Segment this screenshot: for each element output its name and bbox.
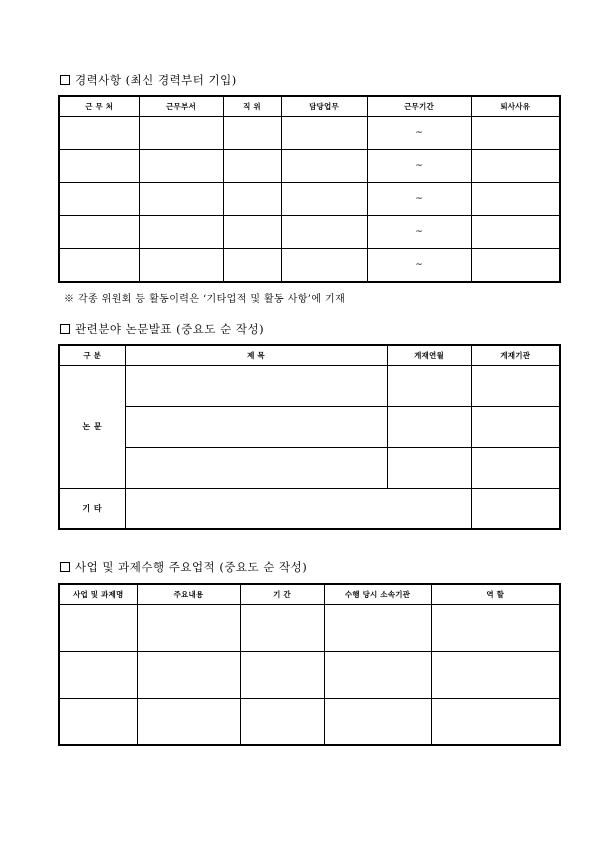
table-row (59, 116, 560, 149)
projects-cell[interactable] (240, 698, 324, 745)
papers-cell[interactable] (471, 365, 560, 406)
career-title-text: 경력사항 (최신 경력부터 기입) (75, 73, 237, 87)
career-cell[interactable] (223, 215, 281, 248)
projects-cell[interactable] (431, 698, 560, 745)
projects-section-title (60, 559, 307, 575)
table-row (59, 215, 560, 248)
career-period-cell[interactable]: ~ (367, 116, 471, 149)
career-section-title (60, 72, 237, 88)
papers-section-title (60, 321, 264, 337)
papers-cell[interactable] (125, 447, 387, 488)
table-row (59, 651, 560, 698)
career-cell[interactable] (139, 149, 223, 182)
career-header-workplace: 근 무 처 (59, 96, 139, 116)
career-cell[interactable] (59, 248, 139, 282)
table-row (59, 365, 560, 406)
career-cell[interactable] (59, 116, 139, 149)
papers-cell[interactable] (387, 447, 471, 488)
table-row (59, 604, 560, 651)
table-row (59, 698, 560, 745)
papers-table (58, 344, 561, 530)
projects-cell[interactable] (59, 698, 137, 745)
table-row (59, 447, 560, 488)
table-row (59, 149, 560, 182)
papers-title-text: 관련분야 논문발표 (중요도 순 작성) (75, 322, 265, 336)
projects-cell[interactable] (431, 651, 560, 698)
projects-header-name: 사업 및 과제명 (59, 584, 137, 604)
papers-row-label: 논 문 (59, 365, 125, 488)
career-cell[interactable] (139, 182, 223, 215)
career-period-cell[interactable]: ~ (367, 248, 471, 282)
projects-cell[interactable] (324, 604, 431, 651)
career-cell[interactable] (471, 248, 560, 282)
career-cell[interactable] (471, 149, 560, 182)
checkbox-icon[interactable] (60, 75, 70, 85)
projects-cell[interactable] (59, 604, 137, 651)
career-cell[interactable] (223, 149, 281, 182)
career-cell[interactable] (223, 248, 281, 282)
career-cell[interactable] (471, 215, 560, 248)
projects-table (58, 583, 561, 746)
career-period-cell[interactable]: ~ (367, 215, 471, 248)
career-cell[interactable] (139, 248, 223, 282)
projects-header-role: 역 할 (431, 584, 560, 604)
projects-cell[interactable] (59, 651, 137, 698)
career-header-duty: 담당업무 (281, 96, 367, 116)
table-row (59, 406, 560, 447)
career-cell[interactable] (223, 116, 281, 149)
projects-header-content: 주요내용 (137, 584, 240, 604)
papers-cell[interactable] (125, 406, 387, 447)
career-cell[interactable] (59, 182, 139, 215)
table-row (59, 488, 560, 529)
papers-cell[interactable] (387, 406, 471, 447)
projects-cell[interactable] (137, 604, 240, 651)
career-period-cell[interactable]: ~ (367, 149, 471, 182)
projects-header-affiliation: 수행 당시 소속기관 (324, 584, 431, 604)
career-period-cell[interactable]: ~ (367, 182, 471, 215)
career-cell[interactable] (281, 116, 367, 149)
papers-cell[interactable] (125, 488, 471, 529)
career-cell[interactable] (471, 182, 560, 215)
career-cell[interactable] (281, 149, 367, 182)
papers-cell[interactable] (471, 488, 560, 529)
projects-cell[interactable] (137, 698, 240, 745)
career-cell[interactable] (59, 149, 139, 182)
table-row (59, 248, 560, 282)
table-row (59, 182, 560, 215)
career-header-reason: 퇴사사유 (471, 96, 560, 116)
career-cell[interactable] (281, 215, 367, 248)
projects-cell[interactable] (431, 604, 560, 651)
career-header-department: 근무부서 (139, 96, 223, 116)
checkbox-icon[interactable] (60, 562, 70, 572)
papers-header-date: 게재연월 (387, 345, 471, 365)
career-cell[interactable] (139, 215, 223, 248)
papers-header-category: 구 분 (59, 345, 125, 365)
papers-cell[interactable] (387, 365, 471, 406)
papers-other-label: 기 타 (59, 488, 125, 529)
projects-cell[interactable] (240, 651, 324, 698)
projects-title-text: 사업 및 과제수행 주요업적 (중요도 순 작성) (75, 560, 308, 574)
career-cell[interactable] (281, 182, 367, 215)
career-cell[interactable] (281, 248, 367, 282)
career-header-position: 직 위 (223, 96, 281, 116)
career-cell[interactable] (223, 182, 281, 215)
career-note: ※ 각종 위원회 등 활동이력은 ‘기타업적 및 활동 사항’에 기재 (64, 294, 346, 305)
projects-header-period: 기 간 (240, 584, 324, 604)
projects-cell[interactable] (324, 698, 431, 745)
projects-cell[interactable] (324, 651, 431, 698)
papers-cell[interactable] (471, 406, 560, 447)
papers-cell[interactable] (471, 447, 560, 488)
papers-cell[interactable] (125, 365, 387, 406)
projects-cell[interactable] (137, 651, 240, 698)
projects-cell[interactable] (240, 604, 324, 651)
checkbox-icon[interactable] (60, 324, 70, 334)
career-header-period: 근무기간 (367, 96, 471, 116)
papers-header-title: 제 목 (125, 345, 387, 365)
career-cell[interactable] (471, 116, 560, 149)
career-table (58, 95, 561, 283)
papers-header-publisher: 게재기관 (471, 345, 560, 365)
career-cell[interactable] (139, 116, 223, 149)
career-cell[interactable] (59, 215, 139, 248)
